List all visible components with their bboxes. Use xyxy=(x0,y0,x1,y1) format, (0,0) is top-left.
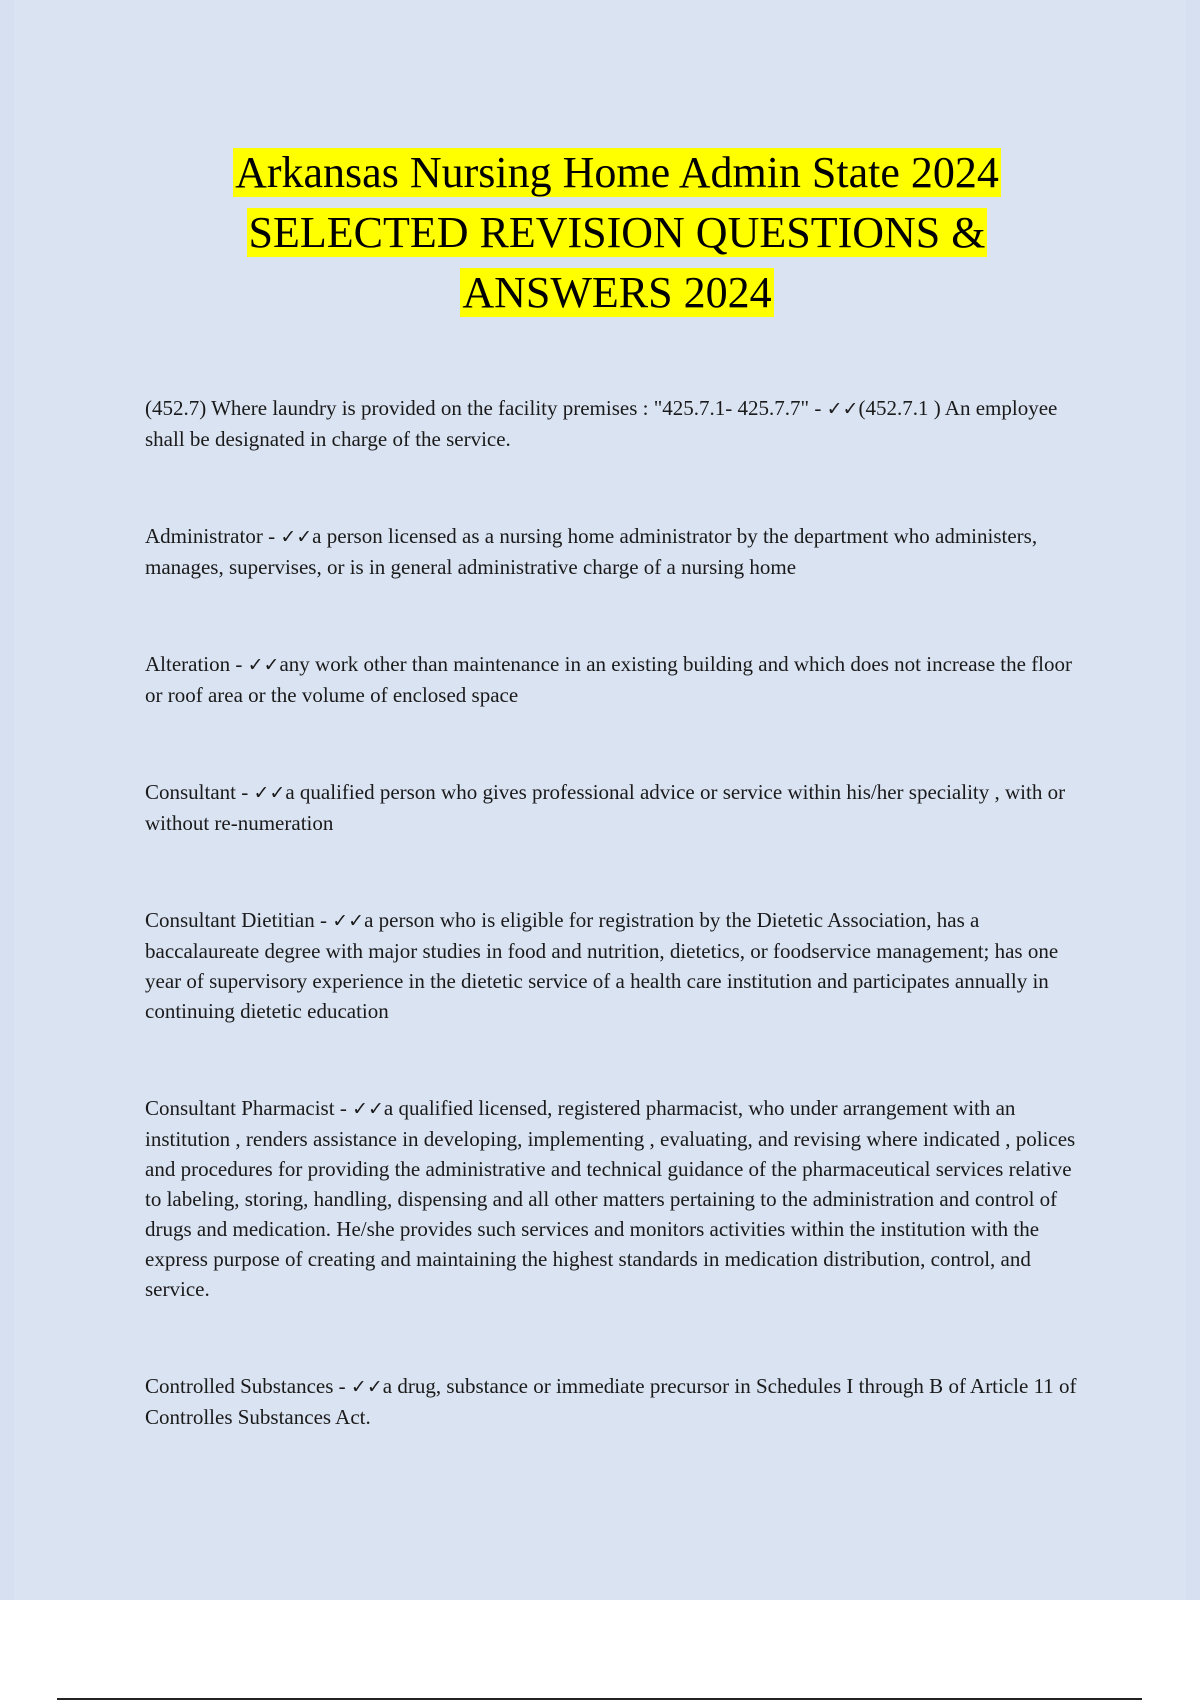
entry-definition: any work other than maintenance in an existing building and which does not increase the floor or roof area or the volume of enclosed space xyxy=(145,652,1073,707)
entry-term: Administrator xyxy=(145,524,263,548)
check-marks-icon: ✓✓ xyxy=(247,654,280,676)
check-marks-icon: ✓✓ xyxy=(826,398,859,420)
title-line-1: Arkansas Nursing Home Admin State 2024 xyxy=(235,148,999,197)
title-line-2: SELECTED REVISION QUESTIONS & xyxy=(248,208,986,257)
entry-definition: a qualified person who gives professional advice or service within his/her speciality , with or without re-numeration xyxy=(145,780,1066,835)
check-marks-icon: ✓✓ xyxy=(253,782,286,804)
check-marks-icon: ✓✓ xyxy=(332,910,365,932)
term-separator: - xyxy=(262,524,281,548)
entry-term: Consultant Pharmacist xyxy=(145,1096,335,1120)
flashcard-entry xyxy=(145,1371,1085,1432)
entry-definition: a qualified licensed, registered pharmacist, who under arrangement with an institution , renders assistance in developing, implementing , evaluating, and revising where indicated , polices and procedures for providing the administrative and technical guidance of the pharmaceutical services relative to labeling, storing, handling, dispensing and all other matters pertaining to the administration and control of drugs and medication. He/she provides such services and monitors activities within the institution with the express purpose of creating and maintaining the highest standards in medication distribution, control, and service. xyxy=(145,1096,1076,1301)
entry-term: Controlled Substances xyxy=(145,1374,334,1398)
term-separator: - xyxy=(809,396,827,420)
check-marks-icon: ✓✓ xyxy=(280,526,313,548)
entry-definition: a drug, substance or immediate precursor in Schedules I through B of Article 11 of Controlles Substances Act. xyxy=(145,1374,1077,1429)
term-separator: - xyxy=(334,1096,353,1120)
entry-definition: (452.7.1 ) An employee shall be designated in charge of the service. xyxy=(145,396,1058,451)
entry-definition: a person who is eligible for registration by the Dietetic Association, has a baccalaureate degree with major studies in food and nutrition, dietetics, or foodservice management; has one year of supervisory experience in the dietetic service of a health care institution and participates annually in continuing dietetic education xyxy=(145,908,1059,1023)
flashcard-list xyxy=(145,393,1085,1432)
entry-term: (452.7) Where laundry is provided on the facility premises : "425.7.1- 425.7.7" xyxy=(145,396,810,420)
flashcard-entry xyxy=(145,777,1085,838)
flashcard-entry xyxy=(145,905,1085,1026)
check-marks-icon: ✓✓ xyxy=(352,1098,384,1120)
check-marks-icon: ✓✓ xyxy=(350,1376,383,1398)
flashcard-entry xyxy=(145,1093,1085,1304)
flashcard-entry xyxy=(145,393,1085,454)
term-separator: - xyxy=(230,652,248,676)
entry-term: Alteration xyxy=(145,652,231,676)
term-separator: - xyxy=(314,908,333,932)
document-title xyxy=(0,143,1200,323)
flashcard-entry xyxy=(145,649,1085,710)
entry-definition: a person licensed as a nursing home administrator by the department who administers, manages, supervises, or is in general administrative charge of a nursing home xyxy=(145,524,1038,579)
term-separator: - xyxy=(333,1374,351,1398)
entry-term: Consultant Dietitian xyxy=(145,908,315,932)
term-separator: - xyxy=(236,780,254,804)
flashcard-entry xyxy=(145,521,1085,582)
entry-term: Consultant xyxy=(145,780,237,804)
title-line-3: ANSWERS 2024 xyxy=(462,268,772,317)
